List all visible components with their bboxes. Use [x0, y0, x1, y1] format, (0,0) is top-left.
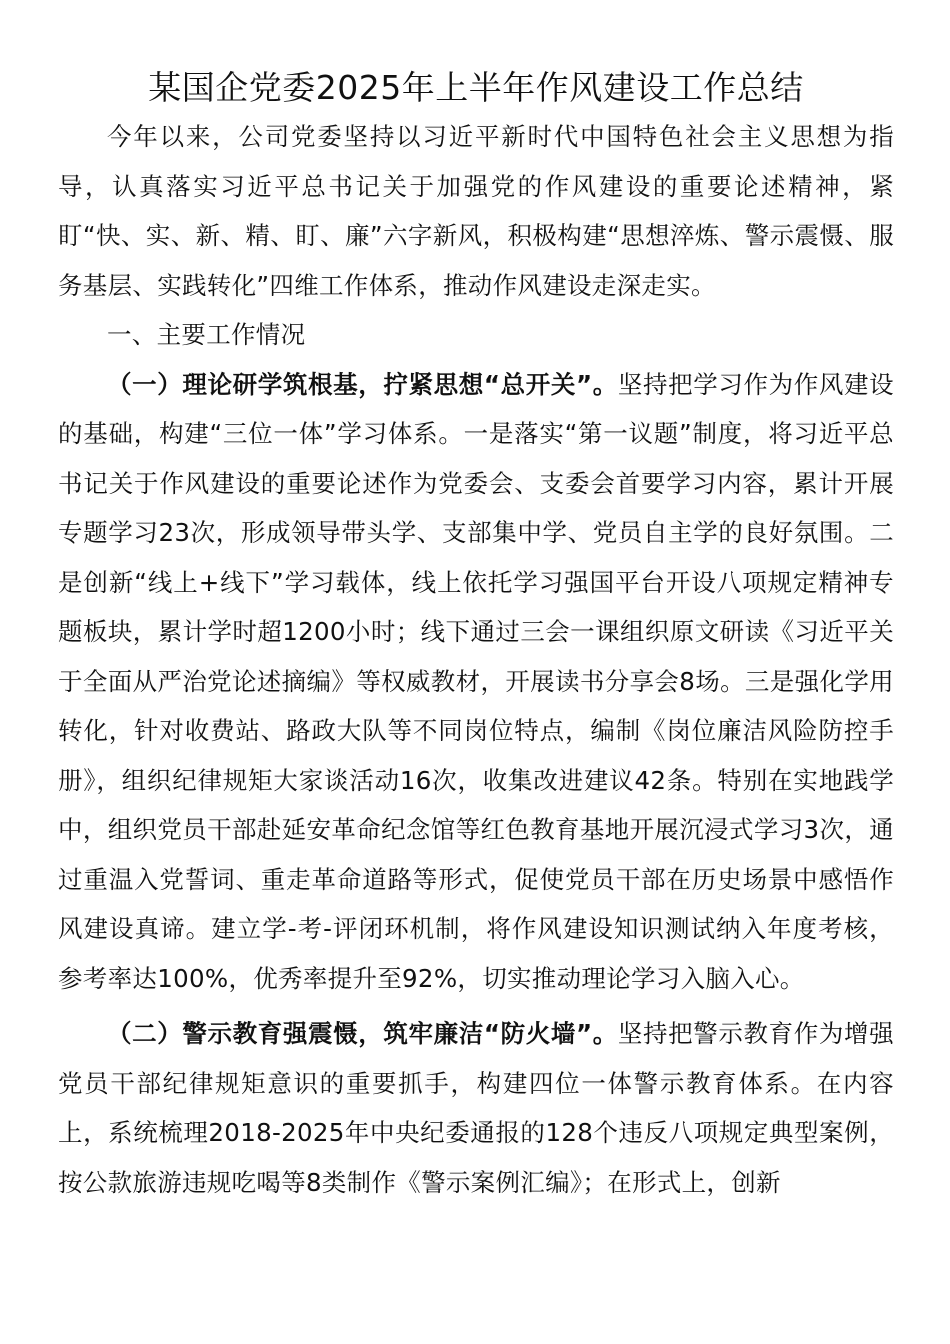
- item1-lead: （一）理论研学筑根基，拧紧思想“总开关”。: [107, 369, 618, 399]
- item1-paragraph: [58, 360, 894, 1004]
- section-heading-main-work: 一、主要工作情况: [107, 320, 306, 349]
- document-page: [58, 64, 894, 1207]
- document-title: 某国企党委2025年上半年作风建设工作总结: [148, 68, 804, 107]
- item2-lead: （二）警示教育强震慑，筑牢廉洁“防火墙”。: [107, 1019, 618, 1048]
- item2-paragraph: [58, 1009, 894, 1207]
- intro-paragraph: 今年以来，公司党委坚持以习近平新时代中国特色社会主义思想为指导，认真落实习近平总书记关于加强党的作风建设的重要论述精神，紧盯“快、实、新、精、盯、廉”六字新风，积极构建“思想淬炼、警示震慑、服务基层、实践转化”四维工作体系，推动作风建设走深走实。: [58, 122, 894, 300]
- item1-body: 坚持把学习作为作风建设的基础，构建“三位一体”学习体系。一是落实“第一议题”制度，将习近平总书记关于作风建设的重要论述作为党委会、支委会首要学习内容，累计开展专题学习23次，形成领导带头学、支部集中学、党员自主学的良好氛围。二是创新“线上+线下”学习载体，线上依托学习强国平台开设八项规定精神专题板块，累计学时超1200小时；线下通过三会一课组织原文研读《习近平关于全面从严治党论述摘编》等权威教材，开展读书分享会8场。三是强化学用转化，针对收费站、路政大队等不同岗位特点，编制《岗位廉洁风险防控手册》，组织纪律规矩大家谈活动16次，收集改进建议42条。特别在实地践学中，组织党员干部赴延安革命纪念馆等红色教育基地开展沉浸式学习3次，通过重温入党誓词、重走革命道路等形式，促使党员干部在历史场景中感悟作风建设真谛。建立学-考-评闭环机制，将作风建设知识测试纳入年度考核，参考率达100%，优秀率提升至92%，切实推动理论学习入脑入心。: [58, 369, 894, 993]
- item2-body: 坚持把警示教育作为增强党员干部纪律规矩意识的重要抓手，构建四位一体警示教育体系。在内容上，系统梳理2018-2025年中央纪委通报的128个违反八项规定典型案例，按公款旅游违规吃喝等8类制作《警示案例汇编》；在形式上，创新: [58, 1019, 894, 1197]
